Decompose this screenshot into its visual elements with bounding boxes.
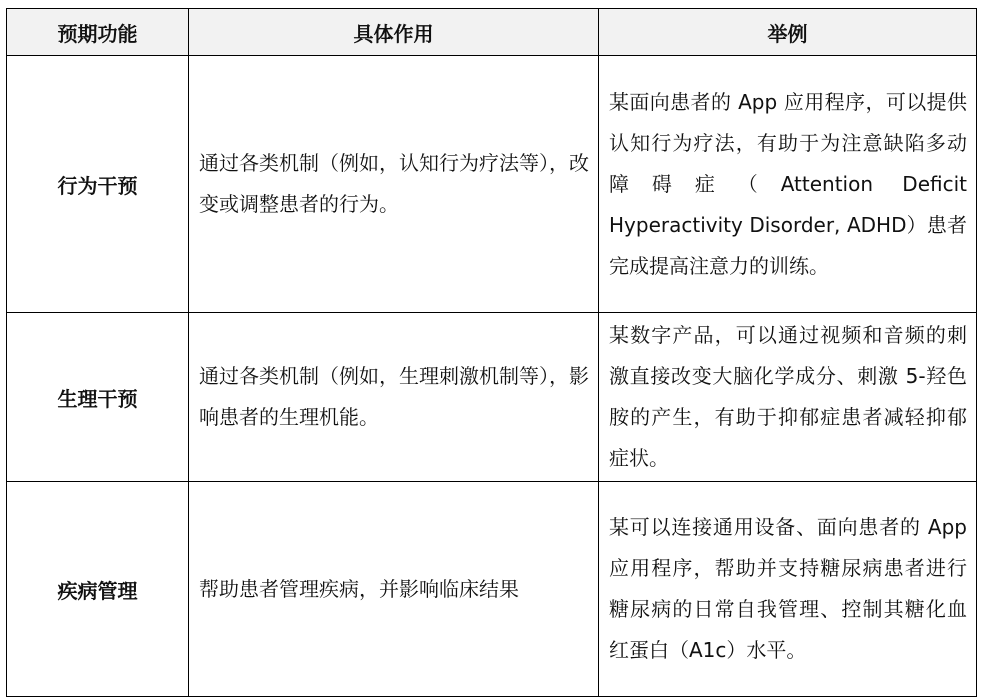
function-table [6, 8, 977, 697]
header-example: 举例 [599, 9, 977, 56]
example-cell: 某面向患者的 App 应用程序，可以提供认知行为疗法，有助于为注意缺陷多动障碍症（Attention Deficit Hyperactivity Disorder, ADHD）患者完成提高注意力的训练。 [599, 56, 977, 313]
table-row [7, 482, 977, 697]
table-row [7, 56, 977, 313]
example-cell: 某数字产品，可以通过视频和音频的刺激直接改变大脑化学成分、刺激 5-羟色胺的产生，有助于抑郁症患者减轻抑郁症状。 [599, 313, 977, 482]
role-cell: 帮助患者管理疾病，并影响临床结果 [189, 482, 599, 697]
table-header-row [7, 9, 977, 56]
function-cell: 生理干预 [7, 313, 189, 482]
function-cell: 疾病管理 [7, 482, 189, 697]
header-expected-function: 预期功能 [7, 9, 189, 56]
role-cell: 通过各类机制（例如，认知行为疗法等），改变或调整患者的行为。 [189, 56, 599, 313]
role-cell: 通过各类机制（例如，生理刺激机制等），影响患者的生理机能。 [189, 313, 599, 482]
header-specific-role: 具体作用 [189, 9, 599, 56]
table-row [7, 313, 977, 482]
example-cell: 某可以连接通用设备、面向患者的 App 应用程序，帮助并支持糖尿病患者进行糖尿病的日常自我管理、控制其糖化血红蛋白（A1c）水平。 [599, 482, 977, 697]
function-cell: 行为干预 [7, 56, 189, 313]
